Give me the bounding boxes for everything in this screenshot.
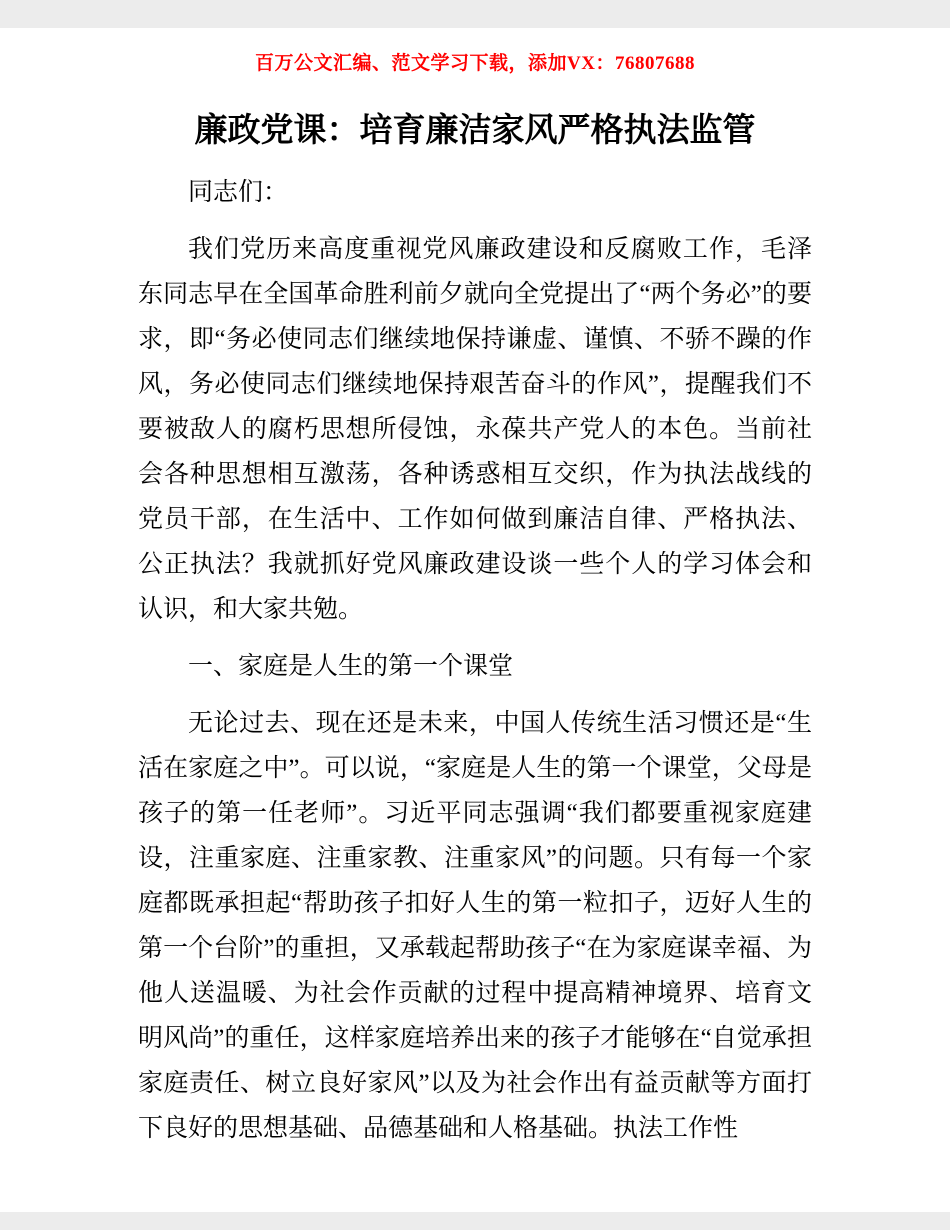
document-title: 廉政党课：培育廉洁家风严格执法监管 (194, 113, 756, 149)
paragraph: 我们党历来高度重视党风廉政建设和反腐败工作，毛泽东同志早在全国革命胜利前夕就向全党提出了“两个务必”的要求，即“务必使同志们继续地保持谦虚、谨慎、不骄不躁的作风，务必使同志们继续地保持艰苦奋斗的作风”，提醒我们不要被敌人的腐朽思想所侵蚀，永葆共产党人的本色。当前社会各种思想相互激荡，各种诱惑相互交织，作为执法战线的党员干部，在生活中、工作如何做到廉洁自律、严格执法、公正执法？我就抓好党风廉政建设谈一些个人的学习体会和认识，和大家共勉。 (138, 236, 812, 623)
paragraph: 同志们： (188, 179, 289, 206)
section-heading: 一、家庭是人生的第一个课堂 (188, 653, 514, 680)
document-body (138, 170, 812, 1151)
document-page (0, 28, 950, 1212)
paragraph: 无论过去、现在还是未来，中国人传统生活习惯还是“生活在家庭之中”。可以说，“家庭是人生的第一个课堂，父母是孩子的第一任老师”。习近平同志强调“我们都要重视家庭建设，注重家庭、注重家教、注重家风”的问题。只有每一个家庭都既承担起“帮助孩子扣好人生的第一粒扣子，迈好人生的第一个台阶”的重担，又承载起帮助孩子“在为家庭谋幸福、为他人送温暖、为社会作贡献的过程中提高精神境界、培育文明风尚”的重任，这样家庭培养出来的孩子才能够在“自觉承担家庭责任、树立良好家风”以及为社会作出有益贡献等方面打下良好的思想基础、品德基础和人格基础。执法工作性 (138, 710, 812, 1142)
promo-notice: 百万公文汇编、范文学习下载，添加VX：76807688 (255, 53, 695, 74)
